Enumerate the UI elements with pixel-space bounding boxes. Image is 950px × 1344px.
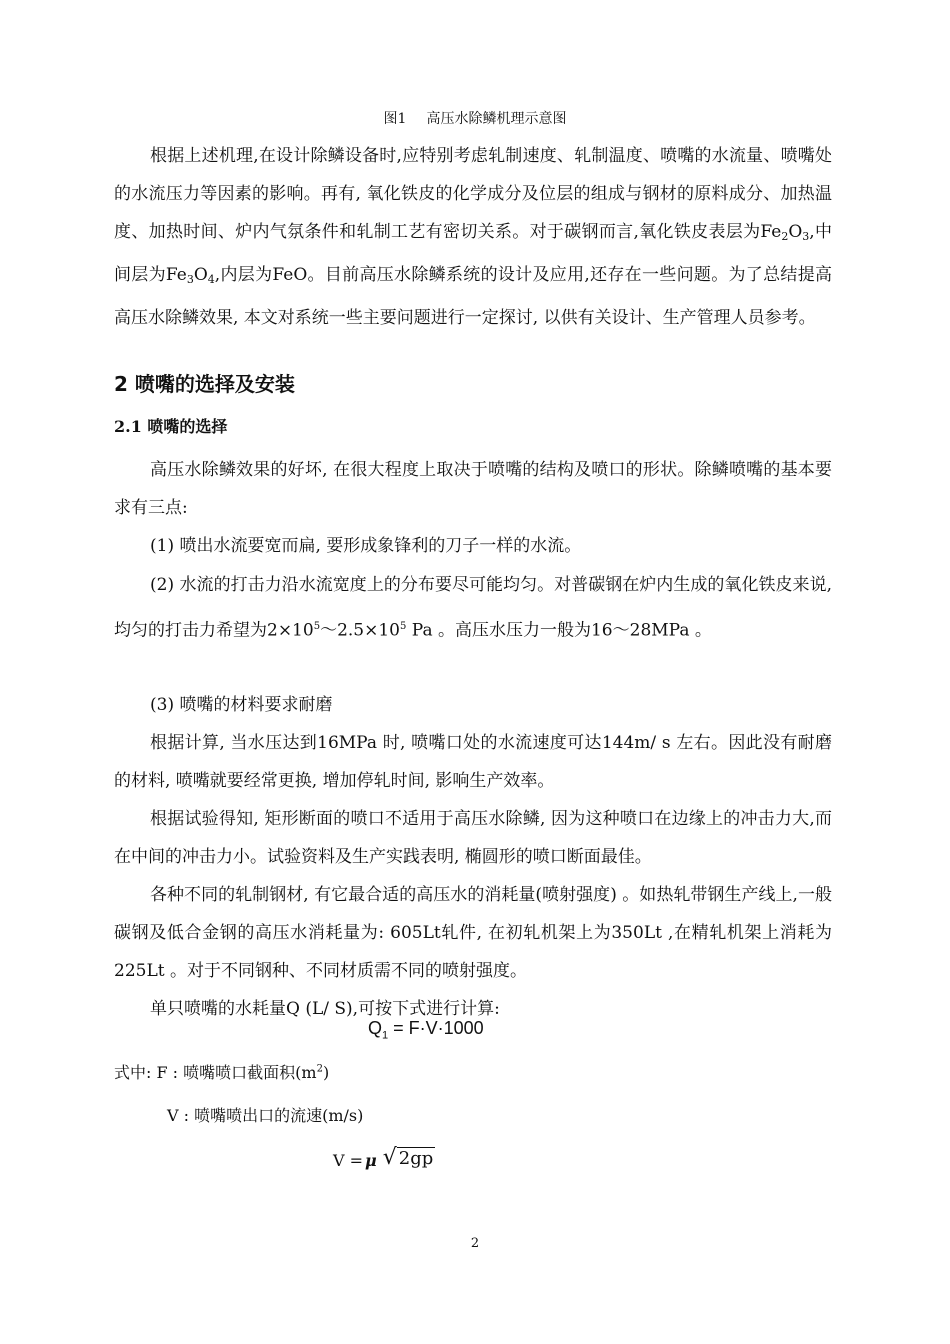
figure-label: 图1 <box>383 111 407 127</box>
square-root: √ 2gp <box>382 1145 434 1170</box>
paragraph-mechanism: 根据上述机理,在设计除鳞设备时,应特别考虑轧制速度、轧制温度、喷嘴的水流量、喷嘴处的水流压力等因素的影响。再有, 氧化铁皮的化学成分及位层的组成与钢材的原料成分、加热温度、加热时间、炉内气氛条件和轧制工艺有密切关系。对于碳钢而言,氧化铁皮表层为$Fe_2O_3$,中间层为$Fe_3O_4$,内层为FeO。目前高压水除鳞系统的设计及应用,还存在一些问题。为了总结提高高压水除鳞效果, 本文对系统一些主要问题进行一定探讨, 以供有关设计、生产管理人员参考。 <box>114 146 833 328</box>
where-f-definition: 式中: F : 喷嘴喷口截面积$(m^2)$ <box>114 1063 330 1082</box>
paragraph-formula-intro: 单只喷嘴的水耗量Q (L/ S),可按下式进行计算: <box>150 999 500 1019</box>
figure-caption <box>0 108 950 128</box>
paragraph-wear-resistance: 根据计算, 当水压达到16MPa 时, 喷嘴口处的水流速度可达144m/ s 左右。因此没有耐磨的材料, 喷嘴就要经常更换, 增加停轧时间, 影响生产效率。 <box>114 733 832 791</box>
subsection-heading-2-1: 2.1 喷嘴的选择 <box>114 417 228 436</box>
mu-symbol: μ <box>365 1151 377 1170</box>
paragraph-water-consumption: 各种不同的轧制钢材, 有它最合适的高压水的消耗量(喷射强度) 。如热轧带钢生产线上,一般碳钢及低合金钢的高压水消耗量为: 605Lt轧件, 在初轧机架上为350Lt ,在精轧机架上消耗为225Lt 。对于不同钢种、不同材质需不同的喷射强度。 <box>114 885 832 981</box>
page-number: 2 <box>470 1236 480 1251</box>
formula-velocity: V = μ √ 2gp <box>333 1145 434 1170</box>
paragraph-nozzle-requirements: 高压水除鳞效果的好坏, 在很大程度上取决于喷嘴的结构及喷口的形状。除鳞喷嘴的基本要求有三点: <box>114 460 832 518</box>
list-item-2: (2) 水流的打击力沿水流宽度上的分布要尽可能均匀。对普碳钢在炉内生成的氧化铁皮来说, 均匀的打击力希望为$2\times 10^5\sim 2.5\times 10^5$ Pa 。高压水压力一般为16～28MPa 。 <box>114 575 832 641</box>
formula-q1: $Q_1 = F\cdot V\cdot 1000$ <box>368 1018 484 1042</box>
formula-fe2o3: $Fe_2O_3$ <box>760 222 810 243</box>
section-heading-2: 2 喷嘴的选择及安装 <box>114 372 295 396</box>
figure-title: 高压水除鳞机理示意图 <box>426 111 567 127</box>
list-item-3: (3) 喷嘴的材料要求耐磨 <box>150 695 333 715</box>
where-v-definition: V : 喷嘴喷出口的流速(m/s) <box>167 1106 364 1125</box>
list-item-1: (1) 喷出水流要宽而扁, 要形成象锋利的刀子一样的水流。 <box>150 536 582 556</box>
paragraph-nozzle-shape: 根据试验得知, 矩形断面的喷口不适用于高压水除鳞, 因为这种喷口在边缘上的冲击力大,而在中间的冲击力小。试验资料及生产实践表明, 椭圆形的喷口断面最佳。 <box>114 809 832 867</box>
formula-fe3o4: $Fe_3O_4$ <box>165 265 215 286</box>
